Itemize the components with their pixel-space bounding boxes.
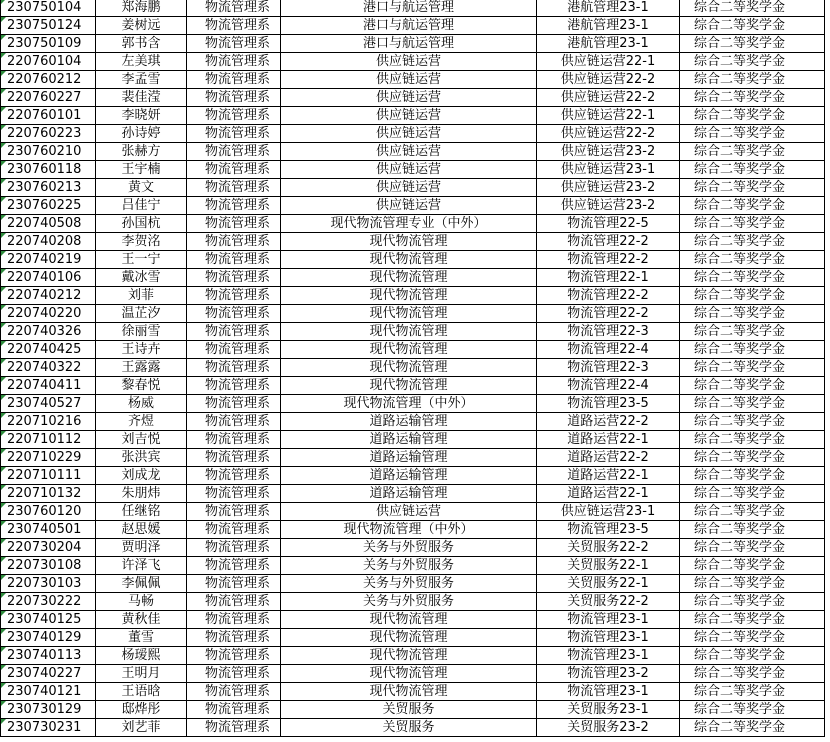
major-cell[interactable]: 供应链运营	[281, 107, 537, 125]
student-id-cell[interactable]: 230760213	[1, 179, 96, 197]
class-cell[interactable]: 物流管理22-5	[537, 215, 680, 233]
table-row[interactable]	[1, 179, 825, 197]
major-cell[interactable]: 现代物流管理	[281, 341, 537, 359]
major-cell[interactable]: 关务与外贸服务	[281, 575, 537, 593]
table-row[interactable]	[1, 71, 825, 89]
table-row[interactable]	[1, 503, 825, 521]
class-cell[interactable]: 港航管理23-1	[537, 35, 680, 53]
table-row[interactable]	[1, 53, 825, 71]
major-cell[interactable]: 现代物流管理	[281, 305, 537, 323]
student-id-cell[interactable]: 220740220	[1, 305, 96, 323]
award-cell[interactable]: 综合二等奖学金	[680, 557, 825, 575]
award-cell[interactable]: 综合二等奖学金	[680, 251, 825, 269]
name-cell[interactable]: 王一宁	[96, 251, 187, 269]
award-cell[interactable]: 综合二等奖学金	[680, 377, 825, 395]
major-cell[interactable]: 现代物流管理	[281, 233, 537, 251]
award-cell[interactable]: 综合二等奖学金	[680, 89, 825, 107]
department-cell[interactable]: 物流管理系	[187, 485, 281, 503]
table-row[interactable]	[1, 647, 825, 665]
table-row[interactable]	[1, 719, 825, 737]
name-cell[interactable]: 李佩佩	[96, 575, 187, 593]
major-cell[interactable]: 供应链运营	[281, 53, 537, 71]
department-cell[interactable]: 物流管理系	[187, 143, 281, 161]
student-id-cell[interactable]: 230750104	[1, 0, 96, 17]
student-id-cell[interactable]: 220740208	[1, 233, 96, 251]
table-row[interactable]	[1, 287, 825, 305]
award-cell[interactable]: 综合二等奖学金	[680, 413, 825, 431]
student-id-cell[interactable]: 220740411	[1, 377, 96, 395]
major-cell[interactable]: 现代物流管理	[281, 287, 537, 305]
major-cell[interactable]: 现代物流管理	[281, 611, 537, 629]
table-row[interactable]	[1, 89, 825, 107]
table-row[interactable]	[1, 161, 825, 179]
major-cell[interactable]: 供应链运营	[281, 197, 537, 215]
name-cell[interactable]: 张赫方	[96, 143, 187, 161]
major-cell[interactable]: 现代物流管理	[281, 269, 537, 287]
student-id-cell[interactable]: 220710229	[1, 449, 96, 467]
class-cell[interactable]: 供应链运营22-1	[537, 107, 680, 125]
table-row[interactable]	[1, 575, 825, 593]
student-id-cell[interactable]: 220730108	[1, 557, 96, 575]
name-cell[interactable]: 王明月	[96, 665, 187, 683]
department-cell[interactable]: 物流管理系	[187, 575, 281, 593]
class-cell[interactable]: 关贸服务22-2	[537, 593, 680, 611]
student-id-cell[interactable]: 220730103	[1, 575, 96, 593]
award-cell[interactable]: 综合二等奖学金	[680, 485, 825, 503]
class-cell[interactable]: 关贸服务23-1	[537, 701, 680, 719]
name-cell[interactable]: 郭书含	[96, 35, 187, 53]
table-row[interactable]	[1, 593, 825, 611]
department-cell[interactable]: 物流管理系	[187, 125, 281, 143]
major-cell[interactable]: 现代物流管理	[281, 647, 537, 665]
department-cell[interactable]: 物流管理系	[187, 197, 281, 215]
class-cell[interactable]: 供应链运营23-1	[537, 161, 680, 179]
department-cell[interactable]: 物流管理系	[187, 521, 281, 539]
award-cell[interactable]: 综合二等奖学金	[680, 593, 825, 611]
name-cell[interactable]: 贾明泽	[96, 539, 187, 557]
student-id-cell[interactable]: 220730222	[1, 593, 96, 611]
major-cell[interactable]: 现代物流管理	[281, 359, 537, 377]
name-cell[interactable]: 刘艺菲	[96, 719, 187, 737]
class-cell[interactable]: 物流管理23-1	[537, 629, 680, 647]
student-id-cell[interactable]: 230740527	[1, 395, 96, 413]
award-cell[interactable]: 综合二等奖学金	[680, 35, 825, 53]
department-cell[interactable]: 物流管理系	[187, 251, 281, 269]
table-row[interactable]	[1, 431, 825, 449]
department-cell[interactable]: 物流管理系	[187, 161, 281, 179]
name-cell[interactable]: 吕佳宁	[96, 197, 187, 215]
award-cell[interactable]: 综合二等奖学金	[680, 647, 825, 665]
name-cell[interactable]: 温芷汐	[96, 305, 187, 323]
table-row[interactable]	[1, 557, 825, 575]
department-cell[interactable]: 物流管理系	[187, 53, 281, 71]
name-cell[interactable]: 王露露	[96, 359, 187, 377]
award-cell[interactable]: 综合二等奖学金	[680, 359, 825, 377]
name-cell[interactable]: 王诗卉	[96, 341, 187, 359]
student-id-cell[interactable]: 220760223	[1, 125, 96, 143]
award-cell[interactable]: 综合二等奖学金	[680, 287, 825, 305]
student-id-cell[interactable]: 220760101	[1, 107, 96, 125]
major-cell[interactable]: 港口与航运管理	[281, 17, 537, 35]
student-id-cell[interactable]: 230730231	[1, 719, 96, 737]
student-id-cell[interactable]: 220740212	[1, 287, 96, 305]
name-cell[interactable]: 赵思媛	[96, 521, 187, 539]
award-cell[interactable]: 综合二等奖学金	[680, 53, 825, 71]
table-row[interactable]	[1, 395, 825, 413]
major-cell[interactable]: 现代物流管理	[281, 629, 537, 647]
name-cell[interactable]: 郑海鹏	[96, 0, 187, 17]
major-cell[interactable]: 供应链运营	[281, 89, 537, 107]
major-cell[interactable]: 现代物流管理专业（中外）	[281, 215, 537, 233]
name-cell[interactable]: 王语晗	[96, 683, 187, 701]
table-row[interactable]	[1, 449, 825, 467]
name-cell[interactable]: 李贺洺	[96, 233, 187, 251]
table-row[interactable]	[1, 413, 825, 431]
award-cell[interactable]: 综合二等奖学金	[680, 143, 825, 161]
major-cell[interactable]: 供应链运营	[281, 503, 537, 521]
award-cell[interactable]: 综合二等奖学金	[680, 107, 825, 125]
name-cell[interactable]: 王宇楠	[96, 161, 187, 179]
name-cell[interactable]: 杨瑷熙	[96, 647, 187, 665]
major-cell[interactable]: 供应链运营	[281, 143, 537, 161]
name-cell[interactable]: 刘成龙	[96, 467, 187, 485]
department-cell[interactable]: 物流管理系	[187, 233, 281, 251]
department-cell[interactable]: 物流管理系	[187, 719, 281, 737]
department-cell[interactable]: 物流管理系	[187, 305, 281, 323]
table-row[interactable]	[1, 485, 825, 503]
class-cell[interactable]: 关贸服务22-2	[537, 539, 680, 557]
table-row[interactable]	[1, 305, 825, 323]
major-cell[interactable]: 关贸服务	[281, 719, 537, 737]
name-cell[interactable]: 董雪	[96, 629, 187, 647]
department-cell[interactable]: 物流管理系	[187, 89, 281, 107]
table-row[interactable]	[1, 125, 825, 143]
table-row[interactable]	[1, 143, 825, 161]
award-cell[interactable]: 综合二等奖学金	[680, 629, 825, 647]
table-row[interactable]	[1, 17, 825, 35]
class-cell[interactable]: 物流管理22-2	[537, 233, 680, 251]
class-cell[interactable]: 物流管理22-2	[537, 251, 680, 269]
major-cell[interactable]: 关务与外贸服务	[281, 557, 537, 575]
table-row[interactable]	[1, 629, 825, 647]
student-id-cell[interactable]: 220710112	[1, 431, 96, 449]
student-id-cell[interactable]: 230740125	[1, 611, 96, 629]
class-cell[interactable]: 供应链运营23-2	[537, 197, 680, 215]
department-cell[interactable]: 物流管理系	[187, 17, 281, 35]
class-cell[interactable]: 供应链运营22-2	[537, 125, 680, 143]
department-cell[interactable]: 物流管理系	[187, 341, 281, 359]
name-cell[interactable]: 裴佳滢	[96, 89, 187, 107]
department-cell[interactable]: 物流管理系	[187, 557, 281, 575]
table-row[interactable]	[1, 215, 825, 233]
table-row[interactable]	[1, 35, 825, 53]
table-row[interactable]	[1, 251, 825, 269]
table-row[interactable]	[1, 0, 825, 17]
department-cell[interactable]: 物流管理系	[187, 683, 281, 701]
table-row[interactable]	[1, 359, 825, 377]
name-cell[interactable]: 邸烨彤	[96, 701, 187, 719]
department-cell[interactable]: 物流管理系	[187, 611, 281, 629]
name-cell[interactable]: 张洪宾	[96, 449, 187, 467]
major-cell[interactable]: 供应链运营	[281, 161, 537, 179]
major-cell[interactable]: 关务与外贸服务	[281, 593, 537, 611]
department-cell[interactable]: 物流管理系	[187, 503, 281, 521]
award-cell[interactable]: 综合二等奖学金	[680, 125, 825, 143]
department-cell[interactable]: 物流管理系	[187, 449, 281, 467]
student-id-cell[interactable]: 230740113	[1, 647, 96, 665]
class-cell[interactable]: 物流管理23-1	[537, 611, 680, 629]
class-cell[interactable]: 供应链运营22-2	[537, 71, 680, 89]
award-cell[interactable]: 综合二等奖学金	[680, 701, 825, 719]
department-cell[interactable]: 物流管理系	[187, 215, 281, 233]
class-cell[interactable]: 供应链运营23-1	[537, 503, 680, 521]
table-row[interactable]	[1, 701, 825, 719]
department-cell[interactable]: 物流管理系	[187, 269, 281, 287]
class-cell[interactable]: 物流管理22-2	[537, 305, 680, 323]
student-id-cell[interactable]: 230740501	[1, 521, 96, 539]
class-cell[interactable]: 关贸服务22-1	[537, 557, 680, 575]
award-cell[interactable]: 综合二等奖学金	[680, 233, 825, 251]
class-cell[interactable]: 物流管理22-2	[537, 287, 680, 305]
department-cell[interactable]: 物流管理系	[187, 629, 281, 647]
major-cell[interactable]: 道路运输管理	[281, 431, 537, 449]
class-cell[interactable]: 物流管理22-4	[537, 377, 680, 395]
class-cell[interactable]: 道路运营22-1	[537, 431, 680, 449]
student-id-cell[interactable]: 220740425	[1, 341, 96, 359]
name-cell[interactable]: 杨威	[96, 395, 187, 413]
major-cell[interactable]: 现代物流管理	[281, 251, 537, 269]
award-cell[interactable]: 综合二等奖学金	[680, 503, 825, 521]
class-cell[interactable]: 物流管理22-3	[537, 323, 680, 341]
name-cell[interactable]: 任继铭	[96, 503, 187, 521]
major-cell[interactable]: 供应链运营	[281, 125, 537, 143]
name-cell[interactable]: 黄秋佳	[96, 611, 187, 629]
student-id-cell[interactable]: 220710111	[1, 467, 96, 485]
class-cell[interactable]: 物流管理23-5	[537, 395, 680, 413]
major-cell[interactable]: 供应链运营	[281, 71, 537, 89]
student-id-cell[interactable]: 230750124	[1, 17, 96, 35]
class-cell[interactable]: 物流管理23-1	[537, 683, 680, 701]
student-id-cell[interactable]: 220740326	[1, 323, 96, 341]
name-cell[interactable]: 姜树远	[96, 17, 187, 35]
award-cell[interactable]: 综合二等奖学金	[680, 395, 825, 413]
award-cell[interactable]: 综合二等奖学金	[680, 467, 825, 485]
table-row[interactable]	[1, 107, 825, 125]
award-cell[interactable]: 综合二等奖学金	[680, 0, 825, 17]
department-cell[interactable]: 物流管理系	[187, 0, 281, 17]
class-cell[interactable]: 港航管理23-1	[537, 0, 680, 17]
table-row[interactable]	[1, 683, 825, 701]
class-cell[interactable]: 供应链运营23-2	[537, 179, 680, 197]
name-cell[interactable]: 孙诗婷	[96, 125, 187, 143]
award-cell[interactable]: 综合二等奖学金	[680, 197, 825, 215]
major-cell[interactable]: 现代物流管理	[281, 377, 537, 395]
award-cell[interactable]: 综合二等奖学金	[680, 611, 825, 629]
table-row[interactable]	[1, 539, 825, 557]
department-cell[interactable]: 物流管理系	[187, 431, 281, 449]
department-cell[interactable]: 物流管理系	[187, 287, 281, 305]
major-cell[interactable]: 现代物流管理	[281, 683, 537, 701]
student-id-cell[interactable]: 220760104	[1, 53, 96, 71]
department-cell[interactable]: 物流管理系	[187, 647, 281, 665]
name-cell[interactable]: 马畅	[96, 593, 187, 611]
student-id-cell[interactable]: 230750109	[1, 35, 96, 53]
award-cell[interactable]: 综合二等奖学金	[680, 431, 825, 449]
class-cell[interactable]: 道路运营22-2	[537, 413, 680, 431]
table-row[interactable]	[1, 467, 825, 485]
award-cell[interactable]: 综合二等奖学金	[680, 575, 825, 593]
award-cell[interactable]: 综合二等奖学金	[680, 17, 825, 35]
table-row[interactable]	[1, 323, 825, 341]
class-cell[interactable]: 物流管理22-4	[537, 341, 680, 359]
table-row[interactable]	[1, 233, 825, 251]
name-cell[interactable]: 左美琪	[96, 53, 187, 71]
table-row[interactable]	[1, 269, 825, 287]
award-cell[interactable]: 综合二等奖学金	[680, 305, 825, 323]
student-id-cell[interactable]: 230760120	[1, 503, 96, 521]
award-cell[interactable]: 综合二等奖学金	[680, 719, 825, 737]
table-row[interactable]	[1, 611, 825, 629]
major-cell[interactable]: 道路运输管理	[281, 485, 537, 503]
major-cell[interactable]: 道路运输管理	[281, 413, 537, 431]
name-cell[interactable]: 李晓妍	[96, 107, 187, 125]
student-id-cell[interactable]: 220740106	[1, 269, 96, 287]
class-cell[interactable]: 供应链运营22-1	[537, 53, 680, 71]
table-row[interactable]	[1, 197, 825, 215]
award-cell[interactable]: 综合二等奖学金	[680, 215, 825, 233]
department-cell[interactable]: 物流管理系	[187, 395, 281, 413]
class-cell[interactable]: 道路运营22-2	[537, 449, 680, 467]
name-cell[interactable]: 李孟雪	[96, 71, 187, 89]
student-id-cell[interactable]: 220760227	[1, 89, 96, 107]
student-id-cell[interactable]: 230760210	[1, 143, 96, 161]
student-id-cell[interactable]: 220710132	[1, 485, 96, 503]
student-id-cell[interactable]: 230740129	[1, 629, 96, 647]
class-cell[interactable]: 物流管理23-5	[537, 521, 680, 539]
class-cell[interactable]: 供应链运营22-2	[537, 89, 680, 107]
award-cell[interactable]: 综合二等奖学金	[680, 683, 825, 701]
major-cell[interactable]: 现代物流管理	[281, 665, 537, 683]
department-cell[interactable]: 物流管理系	[187, 359, 281, 377]
class-cell[interactable]: 关贸服务23-2	[537, 719, 680, 737]
class-cell[interactable]: 供应链运营23-2	[537, 143, 680, 161]
department-cell[interactable]: 物流管理系	[187, 179, 281, 197]
name-cell[interactable]: 许泽飞	[96, 557, 187, 575]
department-cell[interactable]: 物流管理系	[187, 539, 281, 557]
name-cell[interactable]: 刘吉悦	[96, 431, 187, 449]
major-cell[interactable]: 现代物流管理（中外）	[281, 521, 537, 539]
class-cell[interactable]: 物流管理22-3	[537, 359, 680, 377]
class-cell[interactable]: 物流管理22-1	[537, 269, 680, 287]
major-cell[interactable]: 港口与航运管理	[281, 35, 537, 53]
name-cell[interactable]: 刘菲	[96, 287, 187, 305]
department-cell[interactable]: 物流管理系	[187, 701, 281, 719]
award-cell[interactable]: 综合二等奖学金	[680, 539, 825, 557]
award-cell[interactable]: 综合二等奖学金	[680, 449, 825, 467]
class-cell[interactable]: 道路运营22-1	[537, 467, 680, 485]
major-cell[interactable]: 现代物流管理	[281, 323, 537, 341]
student-id-cell[interactable]: 220740508	[1, 215, 96, 233]
table-row[interactable]	[1, 521, 825, 539]
name-cell[interactable]: 孙国杭	[96, 215, 187, 233]
award-cell[interactable]: 综合二等奖学金	[680, 71, 825, 89]
student-id-cell[interactable]: 220730204	[1, 539, 96, 557]
department-cell[interactable]: 物流管理系	[187, 665, 281, 683]
award-cell[interactable]: 综合二等奖学金	[680, 161, 825, 179]
name-cell[interactable]: 黎春悦	[96, 377, 187, 395]
award-cell[interactable]: 综合二等奖学金	[680, 323, 825, 341]
class-cell[interactable]: 道路运营22-1	[537, 485, 680, 503]
department-cell[interactable]: 物流管理系	[187, 377, 281, 395]
name-cell[interactable]: 徐丽雪	[96, 323, 187, 341]
department-cell[interactable]: 物流管理系	[187, 467, 281, 485]
student-id-cell[interactable]: 230760225	[1, 197, 96, 215]
student-id-cell[interactable]: 220740219	[1, 251, 96, 269]
class-cell[interactable]: 关贸服务22-1	[537, 575, 680, 593]
department-cell[interactable]: 物流管理系	[187, 413, 281, 431]
major-cell[interactable]: 供应链运营	[281, 179, 537, 197]
department-cell[interactable]: 物流管理系	[187, 593, 281, 611]
student-id-cell[interactable]: 220740322	[1, 359, 96, 377]
class-cell[interactable]: 物流管理23-2	[537, 665, 680, 683]
student-id-cell[interactable]: 220710216	[1, 413, 96, 431]
department-cell[interactable]: 物流管理系	[187, 107, 281, 125]
department-cell[interactable]: 物流管理系	[187, 71, 281, 89]
student-id-cell[interactable]: 230760118	[1, 161, 96, 179]
major-cell[interactable]: 道路运输管理	[281, 449, 537, 467]
major-cell[interactable]: 关贸服务	[281, 701, 537, 719]
major-cell[interactable]: 道路运输管理	[281, 467, 537, 485]
award-cell[interactable]: 综合二等奖学金	[680, 179, 825, 197]
class-cell[interactable]: 物流管理23-1	[537, 647, 680, 665]
table-row[interactable]	[1, 377, 825, 395]
major-cell[interactable]: 关务与外贸服务	[281, 539, 537, 557]
major-cell[interactable]: 现代物流管理（中外）	[281, 395, 537, 413]
department-cell[interactable]: 物流管理系	[187, 35, 281, 53]
name-cell[interactable]: 朱朋炜	[96, 485, 187, 503]
name-cell[interactable]: 黄文	[96, 179, 187, 197]
class-cell[interactable]: 港航管理23-1	[537, 17, 680, 35]
table-row[interactable]	[1, 341, 825, 359]
table-row[interactable]	[1, 665, 825, 683]
award-cell[interactable]: 综合二等奖学金	[680, 665, 825, 683]
student-id-cell[interactable]: 230730129	[1, 701, 96, 719]
student-id-cell[interactable]: 230740121	[1, 683, 96, 701]
name-cell[interactable]: 戴冰雪	[96, 269, 187, 287]
student-id-cell[interactable]: 230740227	[1, 665, 96, 683]
major-cell[interactable]: 港口与航运管理	[281, 0, 537, 17]
award-cell[interactable]: 综合二等奖学金	[680, 269, 825, 287]
table-body	[1, 0, 825, 737]
award-cell[interactable]: 综合二等奖学金	[680, 521, 825, 539]
award-cell[interactable]: 综合二等奖学金	[680, 341, 825, 359]
student-id-cell[interactable]: 220760212	[1, 71, 96, 89]
department-cell[interactable]: 物流管理系	[187, 323, 281, 341]
name-cell[interactable]: 齐煜	[96, 413, 187, 431]
